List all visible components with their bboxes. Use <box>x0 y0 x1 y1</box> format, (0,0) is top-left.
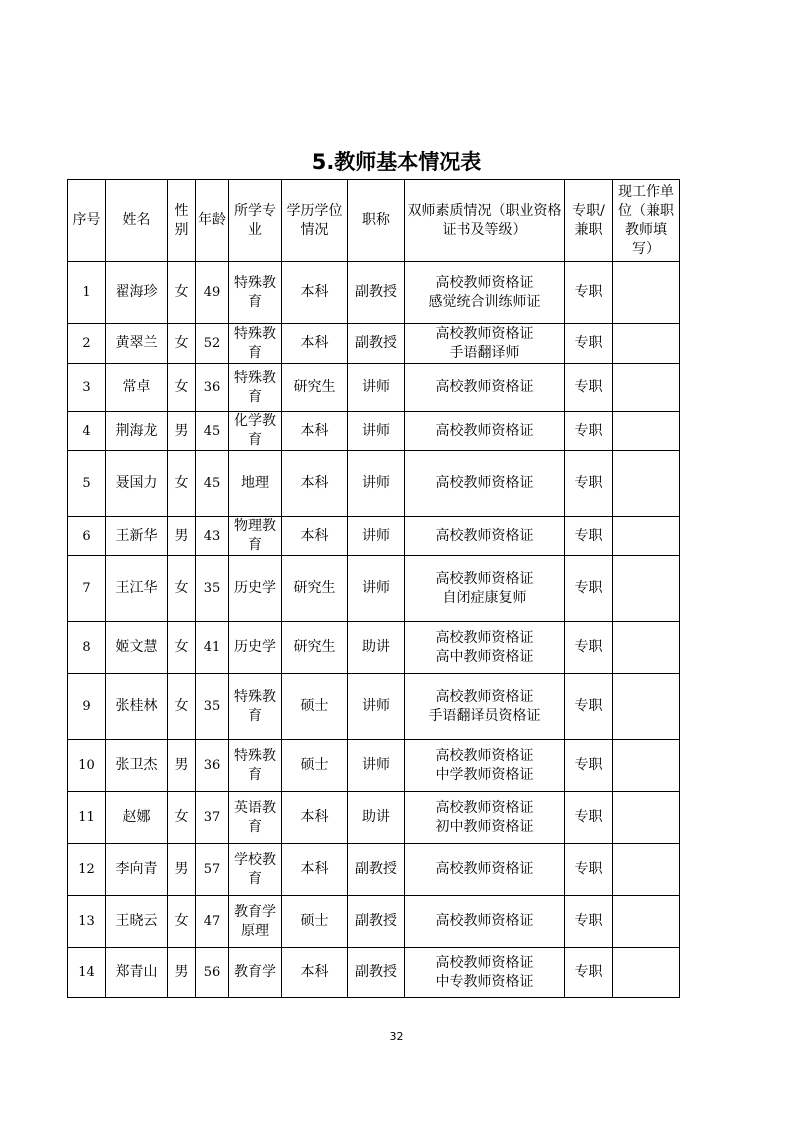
gender-cell: 男 <box>168 844 196 896</box>
certificate-line: 高校教师资格证 <box>435 747 534 764</box>
row-number-cell: 12 <box>68 844 106 896</box>
job-title-cell: 副教授 <box>348 844 405 896</box>
table-row <box>68 674 680 740</box>
teacher-name-cell: 黄翠兰 <box>106 324 168 364</box>
table-row <box>68 622 680 674</box>
table-row <box>68 364 680 412</box>
work-unit-cell <box>613 674 680 740</box>
employment-type-cell: 专职 <box>565 324 613 364</box>
degree-cell: 本科 <box>282 844 348 896</box>
certificate-line: 高校教师资格证 <box>435 325 534 342</box>
header-cell: 年龄 <box>196 180 229 262</box>
age-cell: 35 <box>196 674 229 740</box>
teacher-name-cell: 张卫杰 <box>106 740 168 792</box>
table-row <box>68 896 680 948</box>
degree-cell: 研究生 <box>282 364 348 412</box>
job-title-cell: 助讲 <box>348 792 405 844</box>
employment-type-cell: 专职 <box>565 262 613 324</box>
employment-type-cell: 专职 <box>565 896 613 948</box>
work-unit-cell <box>613 262 680 324</box>
header-cell: 专职/兼职 <box>565 180 613 262</box>
teacher-name-cell: 常卓 <box>106 364 168 412</box>
gender-cell: 男 <box>168 740 196 792</box>
table-row <box>68 792 680 844</box>
row-number-cell: 10 <box>68 740 106 792</box>
employment-type-cell: 专职 <box>565 740 613 792</box>
header-cell: 职称 <box>348 180 405 262</box>
certificate-line: 高校教师资格证 <box>435 954 534 971</box>
teacher-name-cell: 张桂林 <box>106 674 168 740</box>
degree-cell: 本科 <box>282 517 348 556</box>
certificate-line: 高校教师资格证 <box>435 274 534 291</box>
certificates-cell <box>405 740 565 792</box>
degree-cell: 研究生 <box>282 622 348 674</box>
major-cell: 物理教育 <box>229 517 282 556</box>
row-number-cell: 9 <box>68 674 106 740</box>
certificate-line: 高校教师资格证 <box>435 913 534 929</box>
employment-type-cell: 专职 <box>565 844 613 896</box>
work-unit-cell <box>613 324 680 364</box>
row-number-cell: 8 <box>68 622 106 674</box>
certificate-line: 高校教师资格证 <box>435 861 534 877</box>
teacher-name-cell: 姬文慧 <box>106 622 168 674</box>
job-title-cell: 讲师 <box>348 412 405 451</box>
major-cell: 特殊教育 <box>229 740 282 792</box>
age-cell: 41 <box>196 622 229 674</box>
employment-type-cell: 专职 <box>565 622 613 674</box>
job-title-cell: 讲师 <box>348 517 405 556</box>
row-number-cell: 7 <box>68 556 106 622</box>
job-title-cell: 助讲 <box>348 622 405 674</box>
work-unit-cell <box>613 412 680 451</box>
employment-type-cell: 专职 <box>565 412 613 451</box>
degree-cell: 硕士 <box>282 896 348 948</box>
header-cell: 学历学位情况 <box>282 180 348 262</box>
employment-type-cell: 专职 <box>565 517 613 556</box>
table-row <box>68 517 680 556</box>
certificates-cell <box>405 792 565 844</box>
teacher-name-cell: 李向青 <box>106 844 168 896</box>
work-unit-cell <box>613 451 680 517</box>
page-number: 32 <box>389 1030 404 1043</box>
major-cell: 教育学 <box>229 948 282 998</box>
row-number-cell: 14 <box>68 948 106 998</box>
major-cell: 特殊教育 <box>229 262 282 324</box>
table-header-row <box>68 180 680 262</box>
work-unit-cell <box>613 740 680 792</box>
certificate-line: 高校教师资格证 <box>435 688 534 705</box>
job-title-cell: 副教授 <box>348 262 405 324</box>
gender-cell: 男 <box>168 412 196 451</box>
employment-type-cell: 专职 <box>565 556 613 622</box>
certificate-line: 中学教师资格证 <box>435 766 534 783</box>
gender-cell: 女 <box>168 792 196 844</box>
major-cell: 历史学 <box>229 622 282 674</box>
age-cell: 49 <box>196 262 229 324</box>
row-number-cell: 5 <box>68 451 106 517</box>
row-number-cell: 1 <box>68 262 106 324</box>
major-cell: 学校教育 <box>229 844 282 896</box>
teacher-table <box>67 179 680 998</box>
certificate-line: 高校教师资格证 <box>435 799 534 816</box>
gender-cell: 男 <box>168 948 196 998</box>
certificates-cell <box>405 844 565 896</box>
gender-cell: 女 <box>168 896 196 948</box>
major-cell: 英语教育 <box>229 792 282 844</box>
gender-cell: 女 <box>168 622 196 674</box>
page-title: 5.教师基本情况表 <box>311 150 482 174</box>
certificate-line: 高校教师资格证 <box>435 527 534 544</box>
job-title-cell: 讲师 <box>348 364 405 412</box>
degree-cell: 本科 <box>282 792 348 844</box>
work-unit-cell <box>613 792 680 844</box>
row-number-cell: 11 <box>68 792 106 844</box>
age-cell: 56 <box>196 948 229 998</box>
certificate-line: 感觉统合训练师证 <box>428 293 541 310</box>
major-cell: 特殊教育 <box>229 324 282 364</box>
certificates-cell <box>405 412 565 451</box>
certificates-cell <box>405 674 565 740</box>
certificate-line: 初中教师资格证 <box>435 818 534 835</box>
degree-cell: 本科 <box>282 451 348 517</box>
work-unit-cell <box>613 896 680 948</box>
table-row <box>68 948 680 998</box>
degree-cell: 研究生 <box>282 556 348 622</box>
age-cell: 52 <box>196 324 229 364</box>
certificates-cell <box>405 556 565 622</box>
header-cell: 双师素质情况（职业资格证书及等级） <box>405 180 565 262</box>
work-unit-cell <box>613 622 680 674</box>
certificates-cell <box>405 324 565 364</box>
certificates-cell <box>405 262 565 324</box>
teacher-name-cell: 王新华 <box>106 517 168 556</box>
employment-type-cell: 专职 <box>565 674 613 740</box>
degree-cell: 本科 <box>282 262 348 324</box>
gender-cell: 女 <box>168 674 196 740</box>
major-cell: 地理 <box>229 451 282 517</box>
major-cell: 教育学原理 <box>229 896 282 948</box>
certificates-cell <box>405 364 565 412</box>
job-title-cell: 讲师 <box>348 674 405 740</box>
header-cell: 姓名 <box>106 180 168 262</box>
major-cell: 特殊教育 <box>229 364 282 412</box>
major-cell: 化学教育 <box>229 412 282 451</box>
degree-cell: 硕士 <box>282 740 348 792</box>
header-cell: 性别 <box>168 180 196 262</box>
age-cell: 45 <box>196 412 229 451</box>
degree-cell: 硕士 <box>282 674 348 740</box>
header-cell: 序号 <box>68 180 106 262</box>
age-cell: 45 <box>196 451 229 517</box>
job-title-cell: 副教授 <box>348 324 405 364</box>
work-unit-cell <box>613 517 680 556</box>
teacher-name-cell: 王江华 <box>106 556 168 622</box>
age-cell: 47 <box>196 896 229 948</box>
certificate-line: 高校教师资格证 <box>435 570 534 587</box>
teacher-name-cell: 赵娜 <box>106 792 168 844</box>
gender-cell: 女 <box>168 451 196 517</box>
certificate-line: 高校教师资格证 <box>435 629 534 646</box>
gender-cell: 女 <box>168 324 196 364</box>
header-cell: 现工作单位（兼职教师填写） <box>613 180 680 262</box>
certificates-cell <box>405 896 565 948</box>
age-cell: 36 <box>196 740 229 792</box>
employment-type-cell: 专职 <box>565 948 613 998</box>
work-unit-cell <box>613 948 680 998</box>
table-row <box>68 262 680 324</box>
certificate-line: 高校教师资格证 <box>435 422 534 439</box>
certificates-cell <box>405 948 565 998</box>
teacher-name-cell: 郑青山 <box>106 948 168 998</box>
employment-type-cell: 专职 <box>565 364 613 412</box>
degree-cell: 本科 <box>282 948 348 998</box>
work-unit-cell <box>613 364 680 412</box>
table-row <box>68 324 680 364</box>
certificate-line: 高中教师资格证 <box>435 648 534 665</box>
teacher-name-cell: 王晓云 <box>106 896 168 948</box>
table-row <box>68 412 680 451</box>
row-number-cell: 6 <box>68 517 106 556</box>
age-cell: 35 <box>196 556 229 622</box>
work-unit-cell <box>613 844 680 896</box>
age-cell: 57 <box>196 844 229 896</box>
certificate-line: 手语翻译师 <box>449 344 520 361</box>
teacher-name-cell: 聂国力 <box>106 451 168 517</box>
certificate-line: 高校教师资格证 <box>435 475 534 491</box>
employment-type-cell: 专职 <box>565 451 613 517</box>
certificate-line: 高校教师资格证 <box>435 379 534 395</box>
age-cell: 37 <box>196 792 229 844</box>
gender-cell: 男 <box>168 517 196 556</box>
major-cell: 特殊教育 <box>229 674 282 740</box>
job-title-cell: 讲师 <box>348 451 405 517</box>
age-cell: 36 <box>196 364 229 412</box>
gender-cell: 女 <box>168 262 196 324</box>
gender-cell: 女 <box>168 556 196 622</box>
gender-cell: 女 <box>168 364 196 412</box>
table-row <box>68 844 680 896</box>
teacher-name-cell: 翟海珍 <box>106 262 168 324</box>
degree-cell: 本科 <box>282 324 348 364</box>
work-unit-cell <box>613 556 680 622</box>
header-cell: 所学专业 <box>229 180 282 262</box>
table-row <box>68 556 680 622</box>
certificates-cell <box>405 451 565 517</box>
job-title-cell: 讲师 <box>348 740 405 792</box>
job-title-cell: 副教授 <box>348 948 405 998</box>
certificates-cell <box>405 517 565 556</box>
major-cell: 历史学 <box>229 556 282 622</box>
certificate-line: 自闭症康复师 <box>442 589 527 606</box>
row-number-cell: 13 <box>68 896 106 948</box>
degree-cell: 本科 <box>282 412 348 451</box>
age-cell: 43 <box>196 517 229 556</box>
certificates-cell <box>405 622 565 674</box>
row-number-cell: 2 <box>68 324 106 364</box>
certificate-line: 手语翻译员资格证 <box>428 707 541 724</box>
table-row <box>68 451 680 517</box>
row-number-cell: 4 <box>68 412 106 451</box>
row-number-cell: 3 <box>68 364 106 412</box>
job-title-cell: 副教授 <box>348 896 405 948</box>
employment-type-cell: 专职 <box>565 792 613 844</box>
certificate-line: 中专教师资格证 <box>435 973 534 990</box>
job-title-cell: 讲师 <box>348 556 405 622</box>
teacher-name-cell: 荆海龙 <box>106 412 168 451</box>
table-row <box>68 740 680 792</box>
